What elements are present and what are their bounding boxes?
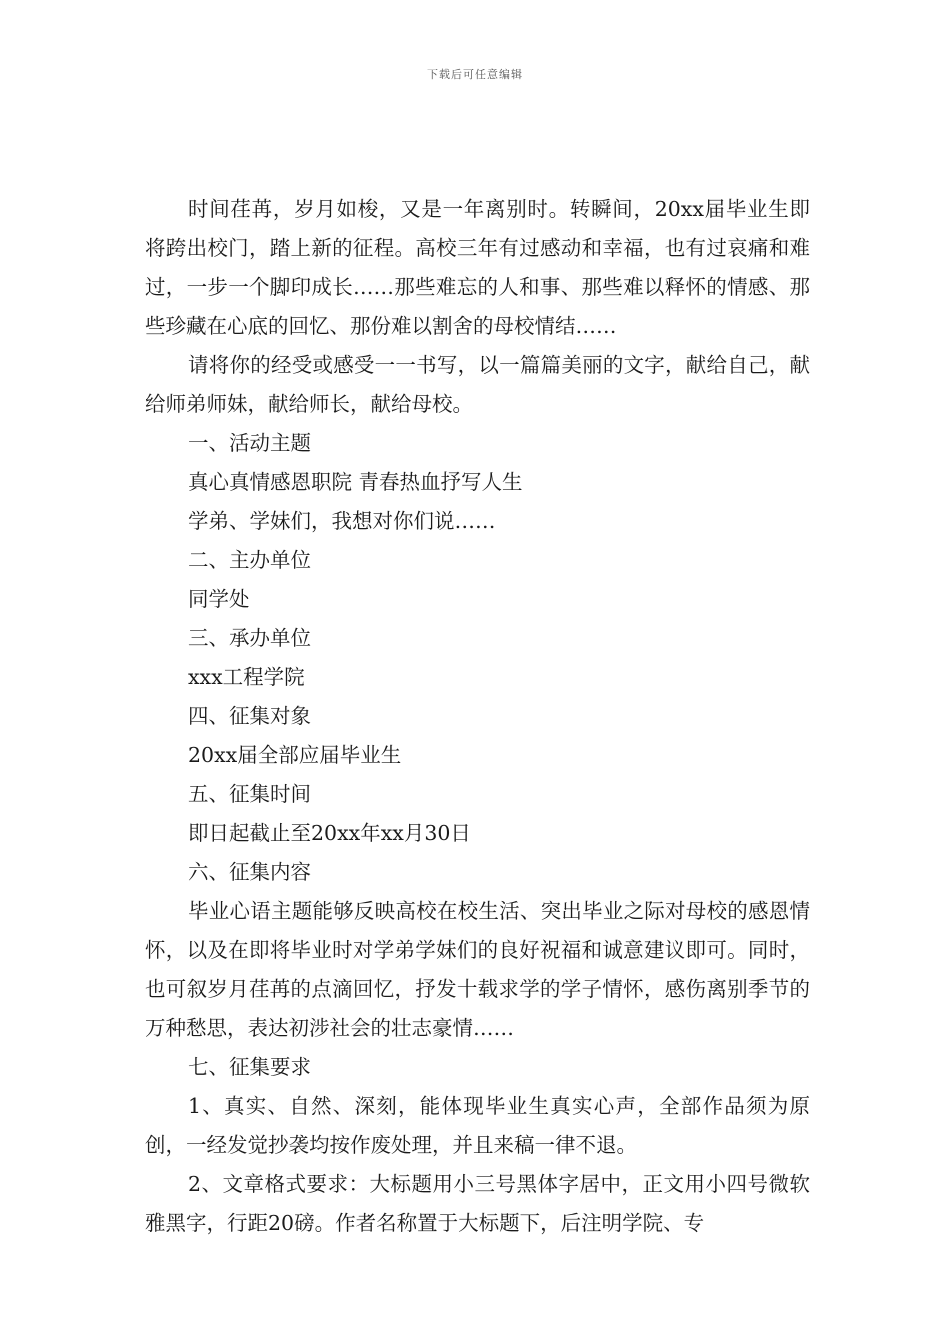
- section-5-title: 五、征集时间: [188, 782, 311, 806]
- section-2-value: 同学处: [188, 587, 250, 611]
- section-1-line-1: 真心真情感恩职院 青春热血抒写人生: [188, 470, 523, 494]
- section-5-value: 即日起截止至20xx年xx月30日: [188, 821, 471, 845]
- section-7-item-1: 1、真实、自然、深刻，能体现毕业生真实心声，全部作品须为原创，一经发觉抄袭均按作废处理，并且来稿一律不退。: [145, 1094, 810, 1157]
- section-1-line-2: 学弟、学妹们，我想对你们说……: [188, 509, 496, 533]
- section-3-value: xxx工程学院: [188, 665, 305, 689]
- section-6-paragraph: 毕业心语主题能够反映高校在校生活、突出毕业之际对母校的感恩情怀，以及在即将毕业时对学弟学妹们的良好祝福和诚意建议即可。同时，也可叙岁月荏苒的点滴回忆，抒发十载求学的学子情怀，感伤离别季节的万种愁思，表达初涉社会的壮志豪情……: [145, 899, 810, 1040]
- section-4-title: 四、征集对象: [188, 704, 311, 728]
- section-4-value: 20xx届全部应届毕业生: [188, 743, 402, 767]
- section-7-title: 七、征集要求: [188, 1055, 311, 1079]
- section-6-title: 六、征集内容: [188, 860, 311, 884]
- section-2-title: 二、主办单位: [188, 548, 311, 572]
- document-body: [145, 190, 810, 1243]
- page-header: 下载后可任意编辑: [427, 68, 523, 81]
- intro-paragraph-2: 请将你的经受或感受一一书写，以一篇篇美丽的文字，献给自己，献给师弟师妹，献给师长，献给母校。: [145, 353, 810, 416]
- intro-paragraph-1: 时间荏苒，岁月如梭，又是一年离别时。转瞬间，20xx届毕业生即将跨出校门，踏上新的征程。高校三年有过感动和幸福，也有过哀痛和难过，一步一个脚印成长……那些难忘的人和事、那些难以释怀的情感、那些珍藏在心底的回忆、那份难以割舍的母校情结……: [145, 197, 810, 338]
- section-1-title: 一、活动主题: [188, 431, 311, 455]
- section-3-title: 三、承办单位: [188, 626, 311, 650]
- section-7-item-2: 2、文章格式要求：大标题用小三号黑体字居中，正文用小四号微软雅黑字，行距20磅。作者名称置于大标题下，后注明学院、专: [145, 1172, 810, 1235]
